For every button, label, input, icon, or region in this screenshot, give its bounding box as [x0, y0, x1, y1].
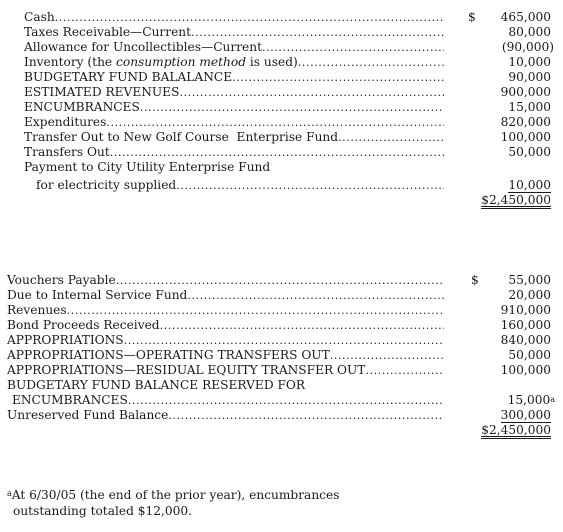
credit-row-appropriations	[0, 333, 563, 348]
dot-leader	[124, 333, 444, 348]
credit-row-vouchers-payable	[0, 273, 563, 288]
credit-total: $2,450,000	[481, 423, 551, 437]
currency-sign: $	[468, 10, 476, 24]
dot-leader	[116, 273, 444, 288]
debit-row-encumbrances	[0, 100, 563, 115]
amount: 465,000	[500, 10, 551, 24]
credit-row-appropriations-residual-equity	[0, 363, 563, 378]
debit-row-budgetary-fund-balance	[0, 70, 563, 85]
amount: 900,000	[500, 85, 551, 99]
dot-leader	[365, 363, 444, 378]
account-label: ESTIMATED REVENUES	[24, 85, 180, 99]
amount: 55,000	[508, 273, 551, 287]
amount: 100,000	[500, 363, 551, 377]
dot-leader	[298, 55, 444, 70]
amount: 80,000	[508, 25, 551, 39]
dot-leader	[160, 318, 444, 333]
credit-row-reserved-encumbrances	[0, 393, 563, 408]
dot-leader	[110, 145, 444, 160]
account-label: Transfers Out	[24, 145, 110, 159]
debit-total-row	[0, 193, 563, 208]
amount: (90,000)	[501, 40, 554, 54]
amount: 50,000	[508, 348, 551, 362]
footnote-marker: a	[550, 395, 555, 404]
dot-leader	[140, 100, 444, 115]
dot-leader	[330, 348, 444, 363]
credit-total-row	[0, 423, 563, 438]
footnote-line-2: outstanding totaled $12,000.	[13, 504, 193, 518]
debit-row-utility-payment-line2	[0, 178, 563, 193]
amount	[508, 393, 555, 408]
dot-leader	[128, 393, 444, 408]
dot-leader	[338, 130, 444, 145]
credit-row-unreserved-fund-balance	[0, 408, 563, 423]
amount: 840,000	[500, 333, 551, 347]
amount-value: 15,000	[507, 393, 551, 407]
footnote-marker: a	[7, 489, 12, 498]
account-label: ENCUMBRANCES	[12, 393, 128, 407]
account-label: Expenditures	[24, 115, 107, 129]
amount: 100,000	[500, 130, 551, 144]
account-label: Payment to City Utility Enterprise Fund	[24, 160, 271, 174]
amount: 50,000	[508, 145, 551, 159]
account-label: Taxes Receivable—Current	[24, 25, 192, 39]
currency-sign: $	[471, 273, 479, 287]
footnote-line-1: $^a$At 6/30/05 (the end of the prior year), encumbrances	[7, 488, 340, 502]
amount: 910,000	[500, 303, 551, 317]
amount: 90,000	[508, 70, 551, 84]
debit-row-transfers-out	[0, 145, 563, 160]
debit-row-transfer-golf-course	[0, 130, 563, 145]
account-label: for electricity supplied	[36, 178, 177, 192]
amount: 300,000	[500, 408, 551, 422]
account-label: Transfer Out to New Golf Course Enterprise Fund	[24, 130, 339, 144]
dot-leader	[67, 303, 444, 318]
account-label: BUDGETARY FUND BALALANCE	[24, 70, 233, 84]
debit-row-estimated-revenues	[0, 85, 563, 100]
account-label: Vouchers Payable	[7, 273, 116, 287]
dot-leader	[179, 85, 444, 100]
account-label: Allowance for Uncollectibles—Current	[24, 40, 262, 54]
account-label: Unreserved Fund Balance	[7, 408, 169, 422]
account-label: BUDGETARY FUND BALANCE RESERVED FOR	[7, 378, 306, 392]
debit-row-utility-payment-line1	[0, 160, 563, 175]
dot-leader	[262, 40, 444, 55]
debit-total: $2,450,000	[481, 193, 551, 207]
account-label: ENCUMBRANCES	[24, 100, 140, 114]
credit-row-bond-proceeds	[0, 318, 563, 333]
account-label: Inventory (the consumption method is used)	[24, 55, 298, 69]
credit-row-reserved-line1	[0, 378, 563, 393]
account-label: Revenues	[7, 303, 67, 317]
amount: 820,000	[500, 115, 551, 129]
dot-leader	[106, 115, 444, 130]
debit-row-cash	[0, 10, 563, 25]
dot-leader	[232, 70, 444, 85]
credit-row-due-internal-service	[0, 288, 563, 303]
account-label: Cash	[24, 10, 55, 24]
account-label: APPROPRIATIONS	[7, 333, 124, 347]
account-label: Bond Proceeds Received	[7, 318, 160, 332]
debit-row-allowance-uncollectibles	[0, 40, 563, 55]
amount: 10,000	[508, 55, 551, 69]
dot-leader	[187, 288, 444, 303]
debit-row-taxes-receivable	[0, 25, 563, 40]
account-label: APPROPRIATIONS—RESIDUAL EQUITY TRANSFER OUT	[7, 363, 366, 377]
debit-row-expenditures	[0, 115, 563, 130]
credit-row-revenues	[0, 303, 563, 318]
amount: 10,000	[508, 178, 551, 192]
dot-leader	[168, 408, 444, 423]
dot-leader	[176, 178, 444, 193]
amount: 160,000	[500, 318, 551, 332]
credit-row-appropriations-operating-transfers	[0, 348, 563, 363]
footnote	[7, 487, 339, 519]
account-label: Due to Internal Service Fund	[7, 288, 188, 302]
account-label: APPROPRIATIONS—OPERATING TRANSFERS OUT	[7, 348, 330, 362]
dot-leader	[55, 10, 444, 25]
amount: 20,000	[508, 288, 551, 302]
amount: 15,000	[508, 100, 551, 114]
dot-leader	[191, 25, 444, 40]
debit-row-inventory	[0, 55, 563, 70]
